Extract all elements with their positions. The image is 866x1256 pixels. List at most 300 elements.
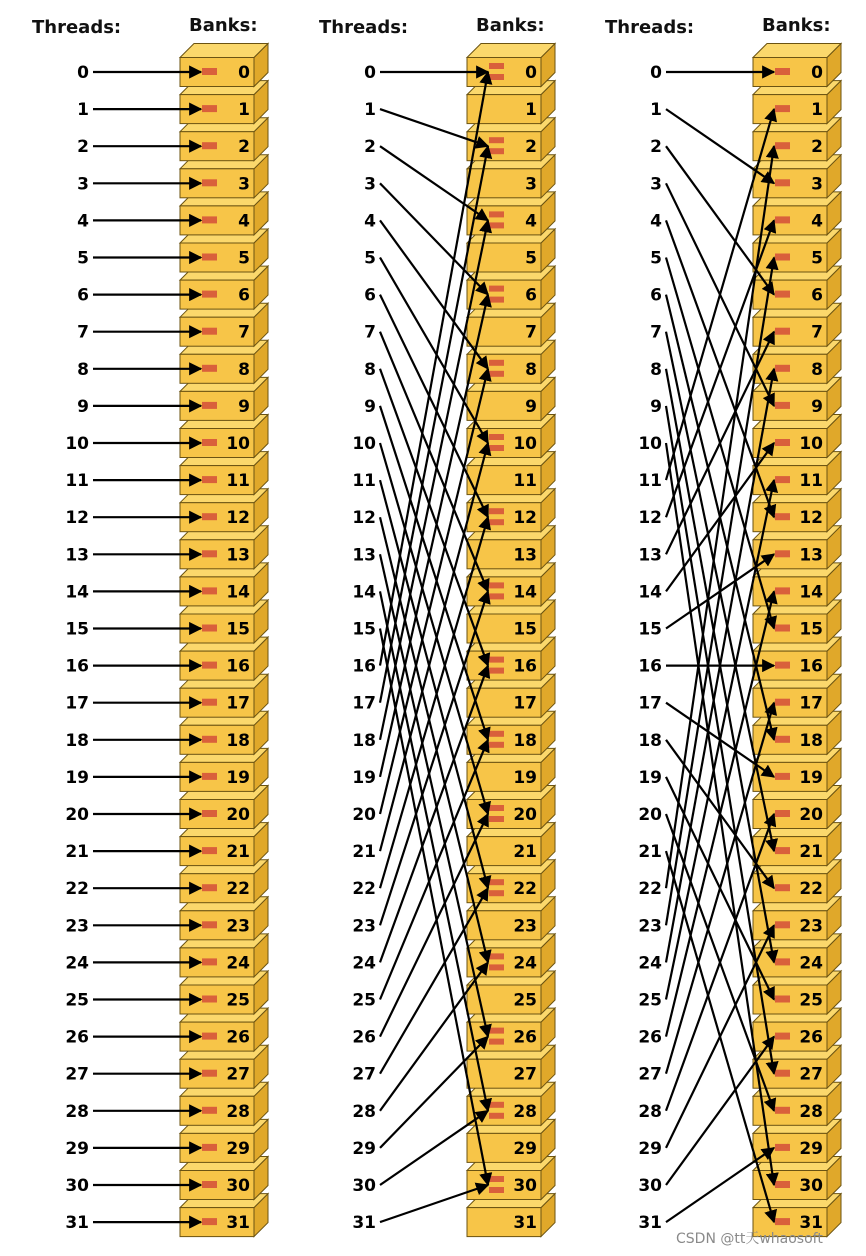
slot-marker xyxy=(202,254,217,261)
thread-label: 19 xyxy=(352,767,376,788)
bank-label: 8 xyxy=(238,359,250,380)
bank-label: 24 xyxy=(799,953,823,974)
thread-label: 25 xyxy=(352,990,376,1011)
thread-label: 31 xyxy=(638,1213,662,1234)
slot-marker xyxy=(202,699,217,706)
thread-label: 7 xyxy=(364,322,376,343)
thread-label: 13 xyxy=(65,545,89,566)
bank-19 xyxy=(753,748,841,791)
thread-label: 24 xyxy=(638,953,662,974)
bank-label: 3 xyxy=(525,174,537,195)
bank-label: 31 xyxy=(226,1213,250,1234)
thread-label: 10 xyxy=(352,434,376,454)
slot-marker xyxy=(775,550,790,557)
bank-label: 25 xyxy=(513,990,537,1011)
thread-label: 30 xyxy=(352,1176,376,1196)
bank-7 xyxy=(180,303,268,346)
bank-17 xyxy=(467,674,555,717)
thread-label: 5 xyxy=(77,248,89,269)
bank-25 xyxy=(753,971,841,1014)
bank-label: 6 xyxy=(811,285,823,306)
bank-26 xyxy=(180,1008,268,1051)
bank-label: 27 xyxy=(513,1064,537,1085)
thread-label: 1 xyxy=(77,100,89,121)
bank-20 xyxy=(467,786,555,829)
banks-header: Banks: xyxy=(762,15,831,36)
bank-label: 22 xyxy=(226,879,250,900)
thread-label: 13 xyxy=(352,545,376,566)
bank-label: 11 xyxy=(799,471,823,492)
bank-label: 22 xyxy=(513,879,537,900)
thread-label: 21 xyxy=(352,842,376,863)
bank-label: 30 xyxy=(513,1176,537,1196)
slot-marker xyxy=(202,1181,217,1188)
bank-label: 9 xyxy=(238,396,250,417)
thread-label: 25 xyxy=(638,990,662,1011)
bank-31 xyxy=(467,1194,555,1237)
slot-marker xyxy=(489,953,504,959)
thread-label: 22 xyxy=(638,879,662,900)
bank-0 xyxy=(467,44,555,87)
threads-header: Threads: xyxy=(32,17,122,38)
slot-marker xyxy=(202,1033,217,1040)
bank-label: 20 xyxy=(226,805,250,825)
thread-label: 22 xyxy=(65,879,89,900)
thread-label: 0 xyxy=(650,63,662,83)
thread-label: 11 xyxy=(65,471,89,492)
slot-marker xyxy=(775,958,790,965)
bank-label: 0 xyxy=(811,63,823,83)
slot-marker xyxy=(489,74,504,80)
thread-label: 7 xyxy=(77,322,89,343)
slot-marker xyxy=(775,847,790,854)
bank-label: 1 xyxy=(238,100,250,121)
bank-20 xyxy=(180,786,268,829)
bank-label: 9 xyxy=(525,396,537,417)
slot-marker xyxy=(775,662,790,669)
bank-label: 19 xyxy=(513,767,537,788)
slot-marker xyxy=(775,439,790,446)
panel-1 xyxy=(32,15,268,1237)
bank-29 xyxy=(180,1119,268,1162)
bank-label: 10 xyxy=(799,434,823,454)
bank-label: 18 xyxy=(226,730,250,751)
slot-marker xyxy=(489,668,504,674)
bank-label: 12 xyxy=(799,508,823,529)
thread-label: 31 xyxy=(352,1213,376,1234)
bank-label: 14 xyxy=(799,582,823,603)
thread-label: 3 xyxy=(77,174,89,195)
banks-header: Banks: xyxy=(189,15,258,36)
bank-10 xyxy=(467,415,555,458)
bank-27 xyxy=(753,1045,841,1088)
slot-marker xyxy=(202,439,217,446)
thread-label: 29 xyxy=(638,1138,662,1159)
bank-16 xyxy=(180,637,268,680)
bank-label: 10 xyxy=(513,434,537,454)
bank-label: 23 xyxy=(513,916,537,937)
bank-label: 26 xyxy=(799,1027,823,1048)
slot-marker xyxy=(489,816,504,822)
bank-label: 4 xyxy=(238,211,250,232)
bank-label: 15 xyxy=(226,619,250,640)
slot-marker xyxy=(489,137,504,143)
thread-label: 28 xyxy=(638,1101,662,1122)
thread-label: 1 xyxy=(650,100,662,121)
bank-4 xyxy=(180,192,268,235)
bank-label: 28 xyxy=(799,1101,823,1122)
thread-label: 0 xyxy=(364,63,376,83)
slot-marker xyxy=(775,513,790,520)
thread-labels xyxy=(638,63,662,1233)
slot-marker xyxy=(489,657,504,663)
slot-marker xyxy=(202,216,217,223)
thread-label: 23 xyxy=(352,916,376,937)
slot-marker xyxy=(775,996,790,1003)
bank-label: 30 xyxy=(226,1176,250,1196)
bank-12 xyxy=(467,489,555,532)
slot-marker xyxy=(489,211,504,217)
thread-label: 5 xyxy=(364,248,376,269)
bank-label: 31 xyxy=(513,1213,537,1234)
slot-marker xyxy=(202,1107,217,1114)
thread-label: 20 xyxy=(65,805,89,825)
bank-label: 25 xyxy=(226,990,250,1011)
slot-marker xyxy=(775,921,790,928)
bank-label: 31 xyxy=(799,1213,823,1234)
bank-label: 12 xyxy=(513,508,537,529)
bank-label: 0 xyxy=(238,63,250,83)
slot-marker xyxy=(489,508,504,514)
slot-marker xyxy=(202,810,217,817)
slot-marker xyxy=(775,699,790,706)
bank-label: 11 xyxy=(226,471,250,492)
bank-23 xyxy=(180,897,268,940)
thread-label: 14 xyxy=(352,582,376,603)
slot-marker xyxy=(775,810,790,817)
thread-label: 17 xyxy=(352,693,376,714)
bank-label: 10 xyxy=(226,434,250,454)
bank-22 xyxy=(753,860,841,903)
bank-2 xyxy=(180,118,268,161)
bank-label: 5 xyxy=(525,248,537,269)
bank-label: 17 xyxy=(226,693,250,714)
bank-label: 27 xyxy=(799,1064,823,1085)
slot-marker xyxy=(489,63,504,69)
thread-label: 29 xyxy=(65,1138,89,1159)
slot-marker xyxy=(202,884,217,891)
slot-marker xyxy=(202,1070,217,1077)
thread-label: 8 xyxy=(77,359,89,380)
thread-label: 8 xyxy=(364,359,376,380)
slot-marker xyxy=(202,958,217,965)
thread-label: 27 xyxy=(352,1064,376,1085)
slot-marker xyxy=(202,328,217,335)
bank-3 xyxy=(180,155,268,198)
slot-marker xyxy=(489,1102,504,1108)
thread-label: 14 xyxy=(65,582,89,603)
bank-stack xyxy=(180,44,268,1237)
bank-17 xyxy=(180,674,268,717)
bank-label: 29 xyxy=(226,1138,250,1159)
threads-header: Threads: xyxy=(605,17,695,38)
bank-27 xyxy=(467,1045,555,1088)
slot-marker xyxy=(775,179,790,186)
bank-15 xyxy=(180,600,268,643)
slot-marker xyxy=(202,587,217,594)
thread-label: 17 xyxy=(638,693,662,714)
watermark-text: CSDN @tt天whaosoft xyxy=(676,1231,823,1247)
bank-30 xyxy=(180,1157,268,1200)
slot-marker xyxy=(202,476,217,483)
slot-marker xyxy=(775,625,790,632)
slot-marker xyxy=(202,996,217,1003)
bank-0 xyxy=(753,44,841,87)
thread-label: 21 xyxy=(638,842,662,863)
bank-label: 16 xyxy=(513,656,537,677)
bank-8 xyxy=(180,340,268,383)
slot-marker xyxy=(489,286,504,292)
bank-label: 21 xyxy=(799,842,823,863)
slot-marker xyxy=(202,847,217,854)
slot-marker xyxy=(489,445,504,451)
slot-marker xyxy=(775,884,790,891)
bank-label: 24 xyxy=(226,953,250,974)
bank-6 xyxy=(180,266,268,309)
bank-label: 9 xyxy=(811,396,823,417)
slot-marker xyxy=(489,371,504,377)
bank-label: 18 xyxy=(799,730,823,751)
thread-label: 12 xyxy=(352,508,376,529)
bank-label: 23 xyxy=(799,916,823,937)
thread-label: 20 xyxy=(638,805,662,825)
slot-marker xyxy=(202,625,217,632)
slot-marker xyxy=(489,890,504,896)
bank-24 xyxy=(467,934,555,977)
slot-marker xyxy=(775,216,790,223)
thread-label: 2 xyxy=(77,137,89,158)
thread-label: 9 xyxy=(77,396,89,417)
bank-label: 27 xyxy=(226,1064,250,1085)
bank-31 xyxy=(180,1194,268,1237)
slot-marker xyxy=(775,1181,790,1188)
slot-marker xyxy=(489,582,504,588)
slot-marker xyxy=(775,105,790,112)
bank-16 xyxy=(753,637,841,680)
slot-marker xyxy=(202,550,217,557)
thread-label: 15 xyxy=(638,619,662,640)
bank-label: 14 xyxy=(226,582,250,603)
thread-label: 12 xyxy=(65,508,89,529)
slot-marker xyxy=(489,879,504,885)
thread-label: 12 xyxy=(638,508,662,529)
thread-label: 23 xyxy=(65,916,89,937)
bank-label: 28 xyxy=(513,1101,537,1122)
bank-label: 14 xyxy=(513,582,537,603)
bank-label: 25 xyxy=(799,990,823,1011)
bank-label: 12 xyxy=(226,508,250,529)
thread-label: 4 xyxy=(650,211,662,232)
slot-marker xyxy=(202,1218,217,1225)
thread-label: 4 xyxy=(77,211,89,232)
thread-label: 22 xyxy=(352,879,376,900)
slot-marker xyxy=(489,297,504,303)
threads-header: Threads: xyxy=(319,17,409,38)
bank-label: 20 xyxy=(513,805,537,825)
bank-14 xyxy=(467,563,555,606)
bank-label: 4 xyxy=(811,211,823,232)
thread-label: 11 xyxy=(638,471,662,492)
thread-label: 15 xyxy=(352,619,376,640)
bank-label: 13 xyxy=(799,545,823,566)
thread-label: 30 xyxy=(638,1176,662,1196)
slot-marker xyxy=(489,360,504,366)
slot-marker xyxy=(489,148,504,154)
bank-label: 11 xyxy=(513,471,537,492)
bank-label: 28 xyxy=(226,1101,250,1122)
slot-marker xyxy=(775,254,790,261)
thread-label: 28 xyxy=(352,1101,376,1122)
bank-label: 7 xyxy=(525,322,537,343)
thread-label: 9 xyxy=(650,396,662,417)
bank-5 xyxy=(467,229,555,272)
bank-9 xyxy=(180,377,268,420)
bank-label: 2 xyxy=(525,137,537,158)
slot-marker xyxy=(489,964,504,970)
slot-marker xyxy=(202,513,217,520)
thread-label: 11 xyxy=(352,471,376,492)
bank-19 xyxy=(180,748,268,791)
bank-25 xyxy=(180,971,268,1014)
slot-marker xyxy=(202,662,217,669)
bank-label: 21 xyxy=(513,842,537,863)
slot-marker xyxy=(489,805,504,811)
thread-label: 15 xyxy=(65,619,89,640)
slot-marker xyxy=(489,1176,504,1182)
bank-11 xyxy=(753,452,841,495)
banks-header: Banks: xyxy=(476,15,545,36)
slot-marker xyxy=(775,587,790,594)
slot-marker xyxy=(775,1218,790,1225)
bank-11 xyxy=(180,452,268,495)
slot-marker xyxy=(775,365,790,372)
slot-marker xyxy=(202,773,217,780)
bank-5 xyxy=(753,229,841,272)
bank-13 xyxy=(753,526,841,569)
slot-marker xyxy=(202,402,217,409)
bank-10 xyxy=(180,415,268,458)
bank-label: 29 xyxy=(799,1138,823,1159)
thread-labels xyxy=(65,63,89,1233)
bank-13 xyxy=(180,526,268,569)
bank-4 xyxy=(467,192,555,235)
bank-1 xyxy=(180,81,268,124)
slot-marker xyxy=(775,736,790,743)
bank-label: 6 xyxy=(525,285,537,306)
slot-marker xyxy=(202,179,217,186)
bank-8 xyxy=(467,340,555,383)
slot-marker xyxy=(489,519,504,525)
bank-label: 30 xyxy=(799,1176,823,1196)
bank-12 xyxy=(180,489,268,532)
bank-label: 3 xyxy=(238,174,250,195)
thread-label: 6 xyxy=(364,285,376,306)
bank-label: 26 xyxy=(513,1027,537,1048)
thread-label: 26 xyxy=(352,1027,376,1048)
bank-label: 13 xyxy=(226,545,250,566)
slot-marker xyxy=(775,142,790,149)
bank-label: 29 xyxy=(513,1138,537,1159)
bank-14 xyxy=(180,563,268,606)
bank-2 xyxy=(467,118,555,161)
bank-stack xyxy=(753,44,841,1237)
thread-label: 9 xyxy=(364,396,376,417)
bank-label: 4 xyxy=(525,211,537,232)
bank-label: 2 xyxy=(238,137,250,158)
thread-label: 20 xyxy=(352,805,376,825)
bank-15 xyxy=(467,600,555,643)
bank-label: 8 xyxy=(525,359,537,380)
bank-label: 13 xyxy=(513,545,537,566)
bank-label: 16 xyxy=(799,656,823,677)
bank-21 xyxy=(180,823,268,866)
slot-marker xyxy=(775,1107,790,1114)
bank-label: 6 xyxy=(238,285,250,306)
bank-label: 15 xyxy=(799,619,823,640)
slot-marker xyxy=(489,742,504,748)
bank-30 xyxy=(467,1157,555,1200)
thread-label: 8 xyxy=(650,359,662,380)
bank-21 xyxy=(753,823,841,866)
thread-label: 26 xyxy=(65,1027,89,1048)
bank-label: 17 xyxy=(799,693,823,714)
thread-label: 25 xyxy=(65,990,89,1011)
bank-label: 0 xyxy=(525,63,537,83)
bank-10 xyxy=(753,415,841,458)
slot-marker xyxy=(202,921,217,928)
bank-label: 18 xyxy=(513,730,537,751)
slot-marker xyxy=(775,328,790,335)
thread-label: 6 xyxy=(77,285,89,306)
bank-label: 16 xyxy=(226,656,250,677)
thread-label: 13 xyxy=(638,545,662,566)
thread-label: 21 xyxy=(65,842,89,863)
slot-marker xyxy=(775,291,790,298)
bank-28 xyxy=(467,1082,555,1125)
thread-label: 2 xyxy=(364,137,376,158)
bank-label: 20 xyxy=(799,805,823,825)
slot-marker xyxy=(489,222,504,228)
thread-label: 24 xyxy=(352,953,376,974)
thread-label: 19 xyxy=(638,767,662,788)
slot-marker xyxy=(775,1144,790,1151)
slot-marker xyxy=(775,68,790,75)
thread-label: 4 xyxy=(364,211,376,232)
thread-label: 3 xyxy=(650,174,662,195)
bank-label: 24 xyxy=(513,953,537,974)
slot-marker xyxy=(489,731,504,737)
thread-label: 6 xyxy=(650,285,662,306)
bank-3 xyxy=(753,155,841,198)
bank-24 xyxy=(180,934,268,977)
bank-label: 23 xyxy=(226,916,250,937)
bank-20 xyxy=(753,786,841,829)
slot-marker xyxy=(202,736,217,743)
bank-22 xyxy=(467,860,555,903)
slot-marker xyxy=(775,1033,790,1040)
bank-label: 1 xyxy=(811,100,823,121)
slot-marker xyxy=(202,142,217,149)
